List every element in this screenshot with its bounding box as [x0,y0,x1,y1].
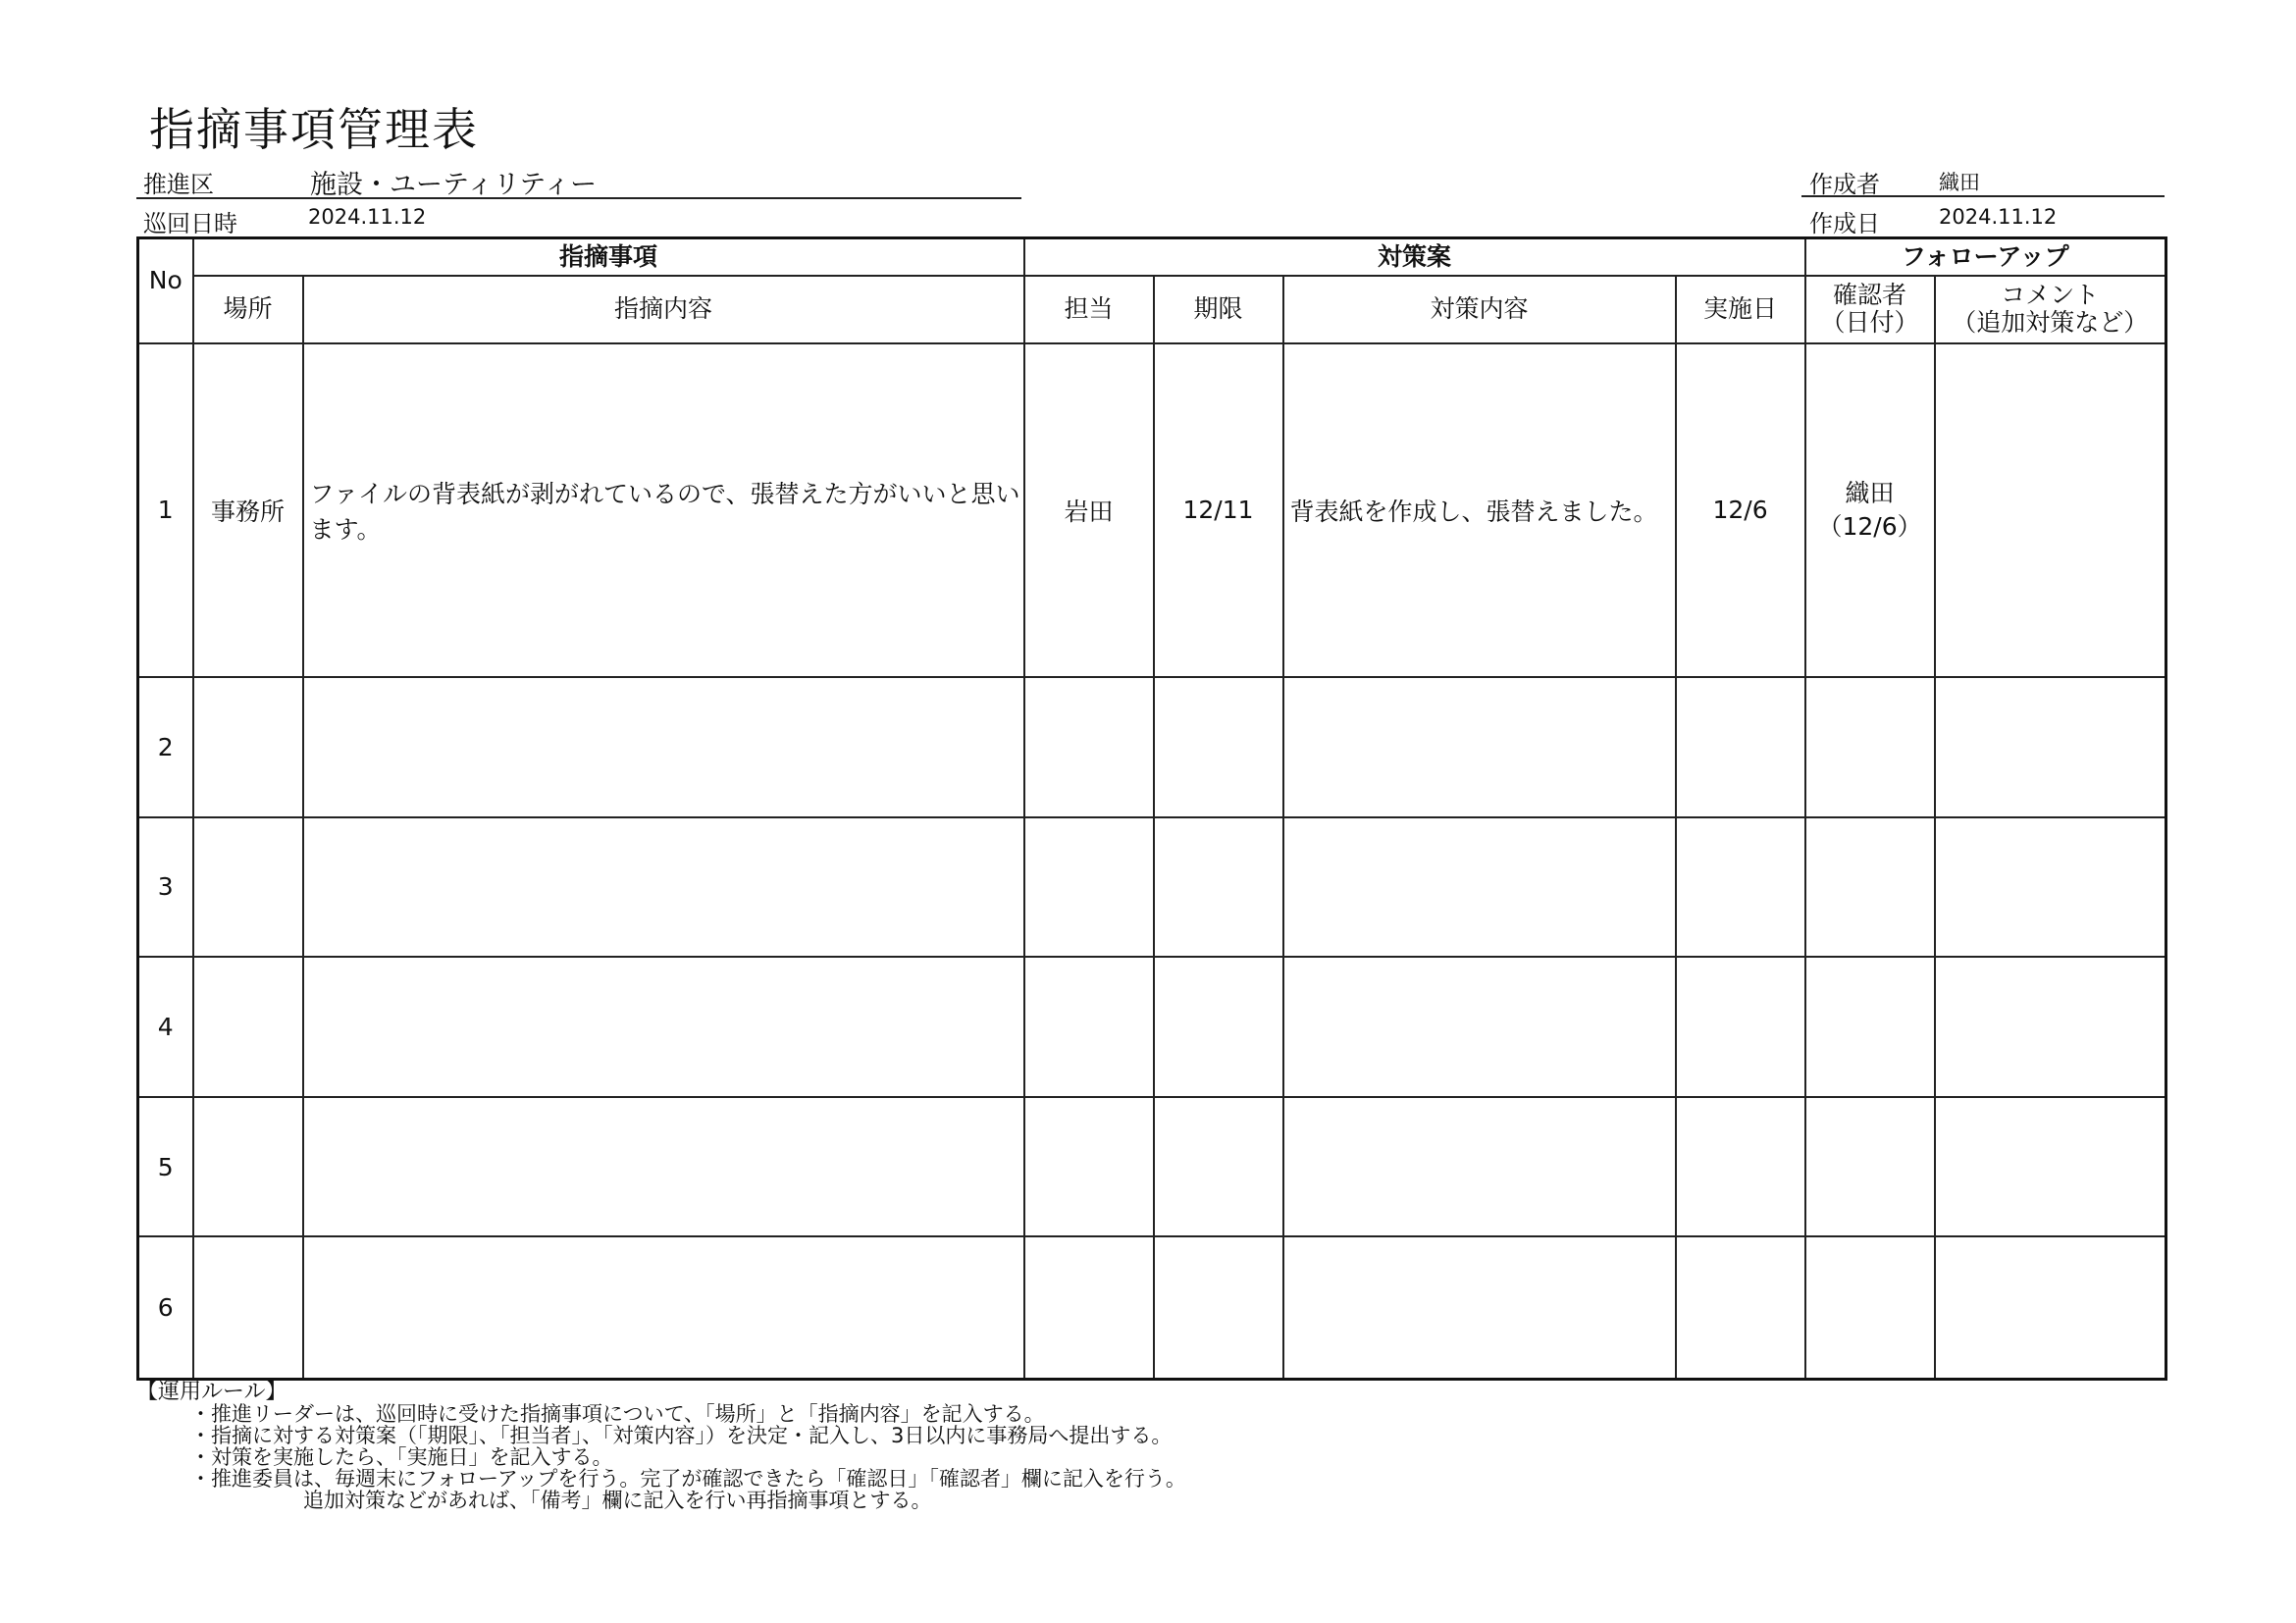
row-content [303,1097,1024,1237]
row-number: 2 [138,677,193,817]
row-done-date [1676,677,1805,817]
row-measure [1283,957,1676,1097]
page-title: 指摘事項管理表 [149,103,479,156]
rule-item: ・指摘に対する対策案（「期限」、「担当者」、「対策内容」）を決定・記入し、3日以内に事務局へ提出する。 [190,1424,1173,1447]
row-deadline [1154,817,1283,958]
row-person [1024,817,1154,958]
row-confirmer [1805,1097,1935,1237]
row-deadline [1154,677,1283,817]
row-place [193,957,303,1097]
header-countermeasure: 対策案 [1024,238,1805,276]
operating-rules [136,1382,1186,1511]
table-row [138,1236,2166,1379]
row-done-date [1676,817,1805,958]
row-place [193,1097,303,1237]
rules-heading: 【運用ルール】 [136,1380,287,1404]
header-confirmer-line1: 確認者 [1833,281,1907,309]
row-confirmer [1805,677,1935,817]
row-done-date [1676,1097,1805,1237]
row-number: 3 [138,817,193,958]
row-done-date: 12/6 [1676,343,1805,677]
row-number: 5 [138,1097,193,1237]
row-done-date [1676,957,1805,1097]
rule-item: ・対策を実施したら、「実施日」を記入する。 [190,1445,613,1469]
row-deadline: 12/11 [1154,343,1283,677]
row-comment [1935,1236,2166,1379]
table-row [138,957,2166,1097]
district-underline [136,197,1021,199]
table-row [138,343,2166,677]
header-person: 担当 [1024,276,1154,343]
table-row [138,1097,2166,1237]
row-place [193,817,303,958]
row-deadline [1154,1097,1283,1237]
header-content: 指摘内容 [303,276,1024,343]
row-content: ファイルの背表紙が剥がれているので、張替えた方がいいと思います。 [303,343,1024,677]
row-comment [1935,677,2166,817]
patrol-date-value: 2024.11.12 [308,205,427,229]
header-confirmer [1805,276,1935,343]
header-deadline: 期限 [1154,276,1283,343]
row-measure [1283,817,1676,958]
header-comment [1935,276,2166,343]
header-finding: 指摘事項 [193,238,1024,276]
header-measure: 対策内容 [1283,276,1676,343]
header-followup: フォローアップ [1805,238,2166,276]
district-label: 推進区 [143,171,214,198]
header-done-date: 実施日 [1676,276,1805,343]
row-done-date [1676,1236,1805,1379]
row-person [1024,1097,1154,1237]
row-measure: 背表紙を作成し、張替えました。 [1283,343,1676,677]
rule-item: 追加対策などがあれば、「備考」欄に記入を行い再指摘事項とする。 [303,1489,932,1512]
rule-item: ・推進委員は、毎週末にフォローアップを行う。完了が確認できたら「確認日」「確認者」欄に記入を行う。 [190,1467,1186,1491]
row-measure [1283,1097,1676,1237]
row-comment [1935,957,2166,1097]
header-place: 場所 [193,276,303,343]
row-confirmer [1805,817,1935,958]
district-value: 施設・ユーティリティー [310,170,598,200]
row-number: 6 [138,1236,193,1379]
created-date-label: 作成日 [1809,210,1880,237]
row-comment [1935,817,2166,958]
row-number: 1 [138,343,193,677]
row-confirmer [1805,957,1935,1097]
rule-item: ・推進リーダーは、巡回時に受けた指摘事項について、「場所」と「指摘内容」を記入する。 [190,1402,1045,1426]
table-row [138,677,2166,817]
row-place [193,677,303,817]
row-confirmer [1805,343,1935,677]
header-confirmer-line2: （日付） [1820,308,1919,337]
row-content [303,677,1024,817]
row-number: 4 [138,957,193,1097]
row-confirm-date: （12/6） [1817,511,1922,541]
row-comment [1935,1097,2166,1237]
row-place [193,1236,303,1379]
row-content [303,1236,1024,1379]
row-person [1024,1236,1154,1379]
row-comment [1935,343,2166,677]
row-deadline [1154,1236,1283,1379]
patrol-date-label: 巡回日時 [143,210,237,237]
created-date-value: 2024.11.12 [1939,205,2058,229]
row-person [1024,957,1154,1097]
header-comment-line1: コメント [2001,281,2100,309]
row-measure [1283,677,1676,817]
row-confirmer [1805,1236,1935,1379]
creator-underline [1801,195,2165,197]
header-no: No [138,238,193,343]
row-content [303,817,1024,958]
row-place: 事務所 [193,343,303,677]
table-row [138,817,2166,958]
row-content [303,957,1024,1097]
creator-value: 織田 [1939,171,1980,194]
row-person [1024,677,1154,817]
row-person: 岩田 [1024,343,1154,677]
row-confirmer-name: 織田 [1845,478,1895,507]
row-measure [1283,1236,1676,1379]
header-comment-line2: （追加対策など） [1952,308,2149,337]
findings-table [136,236,2167,1381]
row-deadline [1154,957,1283,1097]
creator-label: 作成者 [1809,171,1880,198]
